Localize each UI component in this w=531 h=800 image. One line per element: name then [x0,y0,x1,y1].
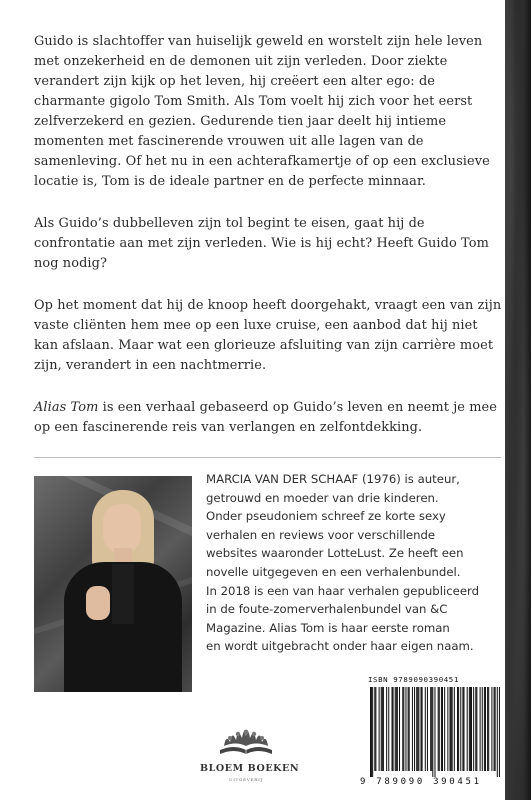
barcode-bar [471,687,472,771]
blurb-paragraph [34,398,504,438]
barcode-bar [442,687,443,771]
bio-line: novelle uitgegeven en een verhalenbundel. [206,564,461,579]
author-hand [86,586,110,620]
blurb-paragraph: Op het moment dat hij de knoop heeft doorgehakt, vraagt een van zijn vaste cliënten hem mee op een luxe cruise, een aanbod dat hij niet kan afslaan. Maar wat een glorieuze afsluiting van zijn carrière moet zijn, verandert in een nachtmerrie. [34,298,502,373]
book-spine [505,0,531,800]
bio-line: in de foute-zomerverhalenbundel van &C [206,602,448,617]
barcode-bar [409,687,410,771]
bio-line: en wordt uitgebracht onder haar eigen naam. [206,639,474,654]
blurb-paragraph: Als Guido’s dubbelleven zijn tol begint te eisen, gaat hij de confrontatie aan met zijn verleden. Wie is hij echt? Heeft Guido Tom nog nodig? [34,216,489,271]
barcode-bar [475,687,476,771]
barcode-bar [454,687,455,771]
barcode-bar [469,687,470,771]
barcode-bar [372,687,373,777]
bio-line: getrouwd en moeder van drie kinderen. [206,490,439,505]
barcode-bar [497,687,498,777]
barcode-bar [451,687,452,771]
barcode-bar [416,687,417,771]
barcode-bar [375,687,376,771]
barcode-bars [370,687,500,777]
barcode-bar [482,687,483,771]
barcode-bar [470,687,471,771]
barcode-bar [480,687,481,771]
bio-line: In 2018 is een van haar verhalen gepubliceerd [206,583,480,598]
isbn-label: ISBN 9789090390451 [368,675,459,684]
barcode-bar [452,687,453,771]
barcode-bar [425,687,426,771]
barcode-bar [488,687,489,771]
barcode-bar [438,687,439,771]
barcode-bar [434,687,435,777]
barcode-bar [487,687,488,771]
barcode-bar [422,687,423,771]
barcode-bar [467,687,468,771]
barcode-bar [402,687,403,771]
blurb [34,32,504,438]
barcode-bar [371,687,372,777]
barcode-bar [462,687,463,771]
barcode-bar [370,687,371,777]
barcode-bar [393,687,394,771]
barcode-bar [447,687,448,771]
barcode-bar [399,687,400,771]
divider [34,457,501,458]
barcode-bar [395,687,396,771]
barcode [358,673,504,798]
bio-line: Onder pseudoniem schreef ze korte sexy [206,509,446,524]
book-title: Alias Tom [34,400,99,415]
barcode-bar [418,687,419,771]
barcode-bar [421,687,422,771]
barcode-bar [432,687,433,777]
bio-line: verhalen en reviews voor verschillende [206,527,436,542]
barcode-bar [381,687,382,771]
barcode-bar [414,687,415,771]
barcode-bar [430,687,431,771]
barcode-bar [383,687,384,771]
barcode-bar [444,687,445,771]
barcode-bar [408,687,409,771]
barcode-bar [379,687,380,771]
blurb-paragraph: Guido is slachtoffer van huiselijk geweld en worstelt zijn hele leven met onzekerheid en de demonen uit zijn verleden. Door ziekte verandert zijn kijk op het leven, hij creëert een alter ego: de charmante gigolo Tom Smith. Als Tom voelt hij zich voor het eerst zelfverzekerd en gezien. Gedurende tien jaar deelt hij intieme momenten met fascinerende vrouwen uit alle lagen van de samenleving. Of het nu in een achterafkamertje of op een exclusieve locatie is, Tom is de ideale partner en de perfecte minnaar. [34,34,490,189]
barcode-bar [386,687,387,771]
barcode-bar [491,687,492,771]
barcode-bar [499,687,500,777]
bio-line: Magazine. Alias Tom is haar eerste roman [206,620,450,635]
barcode-bar [417,687,418,771]
barcode-bar [431,687,432,771]
barcode-bar [450,687,451,771]
barcode-bar [484,687,485,771]
author-shirt [112,564,134,624]
barcode-bar [403,687,404,771]
publisher-subtitle: UITGEVERIJ [229,777,263,782]
barcode-bar [427,687,428,771]
blurb-paragraph-text: is een verhaal gebaseerd op Guido’s leven en neemt je mee op een fascinerende reis van verlangen en zelfontdekking. [34,400,498,435]
barcode-bar [463,687,464,771]
barcode-bar [388,687,389,771]
bio-line: websites waaronder LotteLust. Ze heeft een [206,546,464,561]
barcode-bar [412,687,413,771]
author-face [103,504,141,554]
barcode-bar [391,687,392,771]
barcode-bar [485,687,486,771]
open-book-flowers-icon [216,724,276,760]
barcode-number: 9 789090 390451 [360,777,482,787]
barcode-bar [405,687,406,771]
barcode-bar [441,687,442,771]
publisher-logo [200,724,300,796]
barcode-bar [473,687,474,771]
publisher-name: BLOEM BOEKEN [200,763,300,774]
barcode-bar [439,687,440,771]
barcode-bar [476,687,477,771]
author-bio [206,470,506,656]
barcode-bar [382,687,383,771]
barcode-bar [374,687,375,771]
barcode-bar [495,687,496,771]
bio-line: MARCIA VAN DER SCHAAF (1976) is auteur, [206,472,460,486]
barcode-bar [458,687,459,771]
barcode-bar [460,687,461,771]
barcode-bar [494,687,495,771]
author-photo [34,476,192,692]
barcode-bar [397,687,398,771]
barcode-bar [396,687,397,771]
barcode-bar [457,687,458,771]
